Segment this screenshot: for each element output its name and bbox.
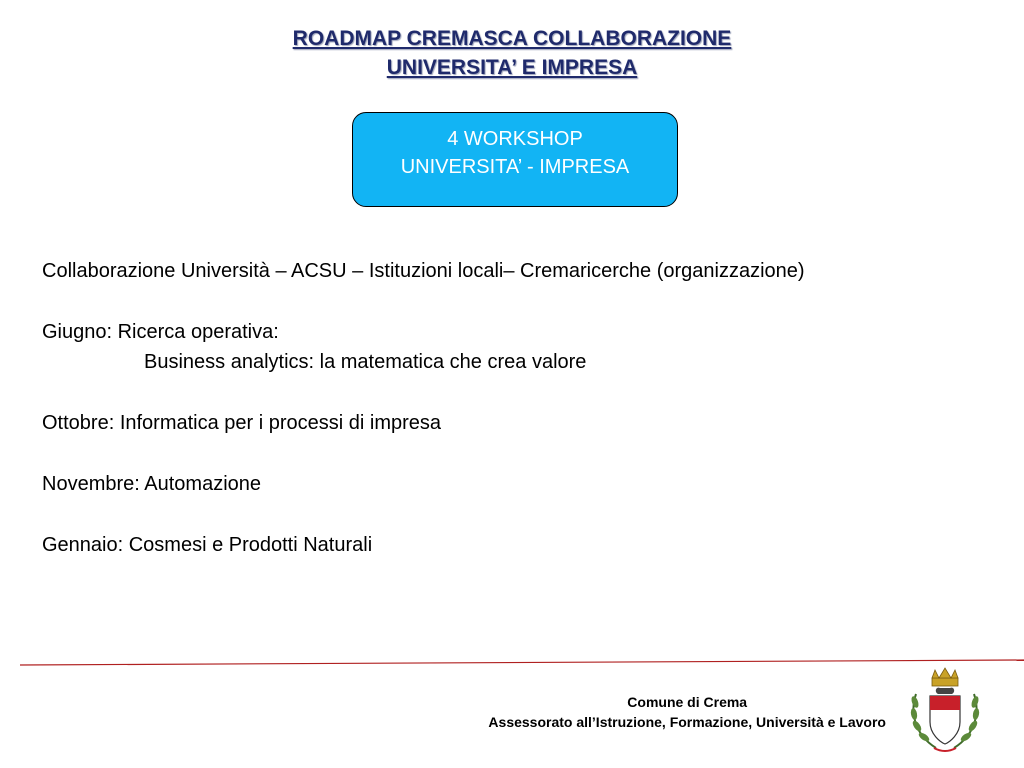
title-line-2: UNIVERSITA’ E IMPRESA: [386, 56, 638, 79]
page-title: [0, 24, 1024, 82]
footer-line-1: Comune di Crema: [627, 694, 748, 710]
footer-line-2: Assessorato all’Istruzione, Formazione, Università e Lavoro: [488, 714, 886, 730]
workshop-box-line-2: UNIVERSITA’ - IMPRESA: [400, 156, 630, 178]
collaboration-line: Collaborazione Università – ACSU – Istituzioni locali– Cremaricerche (organizzazione): [42, 260, 805, 282]
october-line: Ottobre: Informatica per i processi di impresa: [42, 412, 442, 434]
coat-of-arms-icon: [906, 664, 984, 754]
workshop-box: [352, 112, 678, 207]
january-line: Gennaio: Cosmesi e Prodotti Naturali: [42, 534, 373, 556]
footer: [488, 692, 886, 732]
june-line: Giugno: Ricerca operativa:: [42, 321, 279, 343]
november-line: Novembre: Automazione: [42, 473, 262, 495]
body-text: [42, 256, 1024, 560]
workshop-box-line-1: 4 WORKSHOP: [447, 128, 583, 150]
june-detail-line: Business analytics: la matematica che crea valore: [144, 351, 587, 373]
title-line-1: ROADMAP CREMASCA COLLABORAZIONE: [292, 27, 732, 50]
